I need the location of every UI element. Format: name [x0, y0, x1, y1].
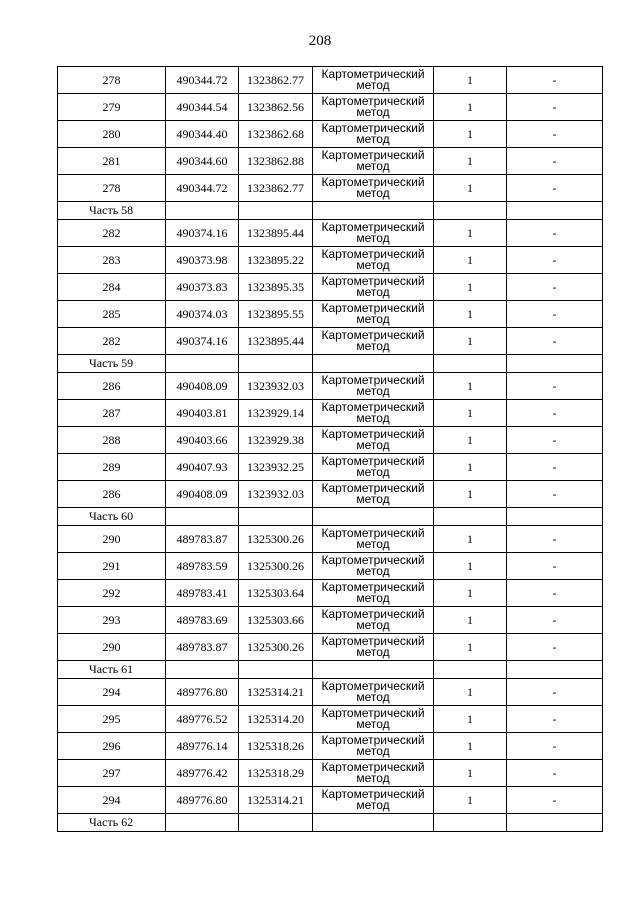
empty-cell [166, 202, 239, 220]
y-coordinate-cell: 1325300.26 [239, 553, 313, 580]
accuracy-cell: 1 [434, 787, 507, 814]
y-coordinate-cell: 1325303.64 [239, 580, 313, 607]
table-row [58, 787, 603, 814]
method-line-1: Картометрический [321, 480, 425, 495]
method-line-1: Картометрический [321, 399, 425, 414]
accuracy-cell: 1 [434, 67, 507, 94]
note-cell: - [507, 481, 603, 508]
note-cell: - [507, 526, 603, 553]
part-label: Часть 60 [58, 508, 166, 526]
part-header-row [58, 202, 603, 220]
x-coordinate-cell: 490407.93 [166, 454, 239, 481]
y-coordinate-cell: 1325303.66 [239, 607, 313, 634]
method-cell [313, 247, 434, 274]
method-line-1: Картометрический [321, 147, 425, 162]
accuracy-cell: 1 [434, 706, 507, 733]
table-row [58, 121, 603, 148]
point-number-cell: 278 [58, 175, 166, 202]
method-line-2: метод [356, 159, 390, 173]
x-coordinate-cell: 490374.03 [166, 301, 239, 328]
point-number-cell: 290 [58, 634, 166, 661]
empty-cell [434, 661, 507, 679]
x-coordinate-cell: 489783.87 [166, 634, 239, 661]
table-row [58, 67, 603, 94]
method-line-2: метод [356, 717, 390, 731]
table-row [58, 679, 603, 706]
point-number-cell: 296 [58, 733, 166, 760]
empty-cell [507, 355, 603, 373]
method-cell [313, 553, 434, 580]
note-cell: - [507, 121, 603, 148]
method-line-2: метод [356, 465, 390, 479]
empty-cell [313, 814, 434, 832]
x-coordinate-cell: 490374.16 [166, 220, 239, 247]
method-cell [313, 121, 434, 148]
method-line-2: метод [356, 618, 390, 632]
y-coordinate-cell: 1323932.03 [239, 373, 313, 400]
part-label: Часть 61 [58, 661, 166, 679]
empty-cell [313, 508, 434, 526]
y-coordinate-cell: 1323895.44 [239, 328, 313, 355]
point-number-cell: 287 [58, 400, 166, 427]
y-coordinate-cell: 1323862.77 [239, 175, 313, 202]
empty-cell [507, 814, 603, 832]
y-coordinate-cell: 1323862.68 [239, 121, 313, 148]
point-number-cell: 281 [58, 148, 166, 175]
accuracy-cell: 1 [434, 373, 507, 400]
method-line-2: метод [356, 78, 390, 92]
point-number-cell: 294 [58, 679, 166, 706]
y-coordinate-cell: 1325300.26 [239, 526, 313, 553]
x-coordinate-cell: 489783.69 [166, 607, 239, 634]
accuracy-cell: 1 [434, 760, 507, 787]
method-line-1: Картометрический [321, 525, 425, 540]
method-cell [313, 67, 434, 94]
y-coordinate-cell: 1323862.88 [239, 148, 313, 175]
x-coordinate-cell: 490344.40 [166, 121, 239, 148]
note-cell: - [507, 94, 603, 121]
y-coordinate-cell: 1325318.26 [239, 733, 313, 760]
empty-cell [434, 508, 507, 526]
part-header-row [58, 508, 603, 526]
method-line-2: метод [356, 690, 390, 704]
method-cell [313, 787, 434, 814]
method-line-2: метод [356, 537, 390, 551]
note-cell: - [507, 733, 603, 760]
y-coordinate-cell: 1325314.21 [239, 787, 313, 814]
part-header-row [58, 661, 603, 679]
point-number-cell: 297 [58, 760, 166, 787]
note-cell: - [507, 247, 603, 274]
y-coordinate-cell: 1325314.20 [239, 706, 313, 733]
method-cell [313, 427, 434, 454]
method-cell [313, 373, 434, 400]
note-cell: - [507, 580, 603, 607]
note-cell: - [507, 301, 603, 328]
point-number-cell: 286 [58, 481, 166, 508]
empty-cell [239, 508, 313, 526]
accuracy-cell: 1 [434, 247, 507, 274]
method-line-1: Картометрический [321, 273, 425, 288]
point-number-cell: 288 [58, 427, 166, 454]
empty-cell [313, 661, 434, 679]
y-coordinate-cell: 1323895.35 [239, 274, 313, 301]
method-cell [313, 679, 434, 706]
y-coordinate-cell: 1325300.26 [239, 634, 313, 661]
accuracy-cell: 1 [434, 454, 507, 481]
empty-cell [313, 202, 434, 220]
x-coordinate-cell: 489776.14 [166, 733, 239, 760]
method-line-2: метод [356, 492, 390, 506]
x-coordinate-cell: 490344.60 [166, 148, 239, 175]
x-coordinate-cell: 490344.54 [166, 94, 239, 121]
accuracy-cell: 1 [434, 553, 507, 580]
y-coordinate-cell: 1323932.03 [239, 481, 313, 508]
x-coordinate-cell: 489776.80 [166, 787, 239, 814]
y-coordinate-cell: 1323932.25 [239, 454, 313, 481]
table-row [58, 373, 603, 400]
accuracy-cell: 1 [434, 301, 507, 328]
method-line-1: Картометрический [321, 633, 425, 648]
accuracy-cell: 1 [434, 526, 507, 553]
note-cell: - [507, 400, 603, 427]
method-cell [313, 706, 434, 733]
point-number-cell: 286 [58, 373, 166, 400]
page-number: 208 [308, 33, 332, 49]
method-line-2: метод [356, 105, 390, 119]
point-number-cell: 285 [58, 301, 166, 328]
part-label: Часть 62 [58, 814, 166, 832]
y-coordinate-cell: 1323929.14 [239, 400, 313, 427]
method-line-2: метод [356, 186, 390, 200]
x-coordinate-cell: 489776.80 [166, 679, 239, 706]
x-coordinate-cell: 490408.09 [166, 373, 239, 400]
note-cell: - [507, 454, 603, 481]
x-coordinate-cell: 490408.09 [166, 481, 239, 508]
method-line-2: метод [356, 231, 390, 245]
method-cell [313, 328, 434, 355]
method-line-1: Картометрический [321, 705, 425, 720]
part-label: Часть 59 [58, 355, 166, 373]
method-cell [313, 274, 434, 301]
method-line-1: Картометрический [321, 120, 425, 135]
accuracy-cell: 1 [434, 121, 507, 148]
y-coordinate-cell: 1323895.44 [239, 220, 313, 247]
x-coordinate-cell: 489776.52 [166, 706, 239, 733]
note-cell: - [507, 679, 603, 706]
method-cell [313, 220, 434, 247]
part-header-row [58, 355, 603, 373]
table-row [58, 454, 603, 481]
note-cell: - [507, 706, 603, 733]
table-row [58, 760, 603, 787]
note-cell: - [507, 148, 603, 175]
empty-cell [434, 814, 507, 832]
empty-cell [166, 814, 239, 832]
x-coordinate-cell: 490344.72 [166, 67, 239, 94]
empty-cell [507, 661, 603, 679]
x-coordinate-cell: 489783.59 [166, 553, 239, 580]
method-cell [313, 400, 434, 427]
note-cell: - [507, 553, 603, 580]
table-row [58, 247, 603, 274]
note-cell: - [507, 274, 603, 301]
point-number-cell: 279 [58, 94, 166, 121]
x-coordinate-cell: 490403.81 [166, 400, 239, 427]
method-line-1: Картометрический [321, 606, 425, 621]
method-line-2: метод [356, 312, 390, 326]
method-line-2: метод [356, 744, 390, 758]
method-line-2: метод [356, 591, 390, 605]
point-number-cell: 294 [58, 787, 166, 814]
empty-cell [507, 202, 603, 220]
table-row [58, 274, 603, 301]
method-cell [313, 175, 434, 202]
note-cell: - [507, 787, 603, 814]
x-coordinate-cell: 490403.66 [166, 427, 239, 454]
table-row [58, 481, 603, 508]
point-number-cell: 290 [58, 526, 166, 553]
point-number-cell: 289 [58, 454, 166, 481]
method-line-1: Картометрический [321, 678, 425, 693]
table-row [58, 94, 603, 121]
y-coordinate-cell: 1323895.55 [239, 301, 313, 328]
accuracy-cell: 1 [434, 94, 507, 121]
accuracy-cell: 1 [434, 607, 507, 634]
accuracy-cell: 1 [434, 400, 507, 427]
point-number-cell: 284 [58, 274, 166, 301]
note-cell: - [507, 328, 603, 355]
method-line-2: метод [356, 132, 390, 146]
method-line-2: метод [356, 645, 390, 659]
x-coordinate-cell: 490374.16 [166, 328, 239, 355]
note-cell: - [507, 220, 603, 247]
method-cell [313, 94, 434, 121]
table-row [58, 634, 603, 661]
method-line-1: Картометрический [321, 93, 425, 108]
method-line-2: метод [356, 438, 390, 452]
note-cell: - [507, 427, 603, 454]
empty-cell [313, 355, 434, 373]
method-line-1: Картометрический [321, 300, 425, 315]
method-line-2: метод [356, 258, 390, 272]
table-row [58, 553, 603, 580]
x-coordinate-cell: 490344.72 [166, 175, 239, 202]
method-line-1: Картометрический [321, 372, 425, 387]
x-coordinate-cell: 489783.41 [166, 580, 239, 607]
note-cell: - [507, 760, 603, 787]
method-line-2: метод [356, 285, 390, 299]
method-line-1: Картометрический [321, 453, 425, 468]
accuracy-cell: 1 [434, 175, 507, 202]
method-line-1: Картометрический [321, 759, 425, 774]
method-line-2: метод [356, 771, 390, 785]
table-row [58, 706, 603, 733]
table-row [58, 580, 603, 607]
point-number-cell: 282 [58, 328, 166, 355]
method-line-1: Картометрический [321, 732, 425, 747]
empty-cell [166, 661, 239, 679]
method-line-1: Картометрический [321, 327, 425, 342]
y-coordinate-cell: 1325318.29 [239, 760, 313, 787]
note-cell: - [507, 634, 603, 661]
table-row [58, 220, 603, 247]
method-cell [313, 634, 434, 661]
y-coordinate-cell: 1323862.56 [239, 94, 313, 121]
note-cell: - [507, 373, 603, 400]
method-line-1: Картометрический [321, 219, 425, 234]
coordinates-table [57, 66, 603, 832]
accuracy-cell: 1 [434, 220, 507, 247]
method-line-1: Картометрический [321, 66, 425, 81]
accuracy-cell: 1 [434, 634, 507, 661]
accuracy-cell: 1 [434, 481, 507, 508]
x-coordinate-cell: 490373.83 [166, 274, 239, 301]
method-cell [313, 760, 434, 787]
method-line-2: метод [356, 384, 390, 398]
accuracy-cell: 1 [434, 274, 507, 301]
y-coordinate-cell: 1323929.38 [239, 427, 313, 454]
method-line-1: Картометрический [321, 579, 425, 594]
empty-cell [434, 202, 507, 220]
method-cell [313, 526, 434, 553]
method-cell [313, 580, 434, 607]
y-coordinate-cell: 1323895.22 [239, 247, 313, 274]
point-number-cell: 291 [58, 553, 166, 580]
empty-cell [239, 814, 313, 832]
empty-cell [239, 661, 313, 679]
method-cell [313, 454, 434, 481]
coordinates-table-body [58, 67, 603, 832]
x-coordinate-cell: 489776.42 [166, 760, 239, 787]
part-header-row [58, 814, 603, 832]
method-line-2: метод [356, 411, 390, 425]
x-coordinate-cell: 490373.98 [166, 247, 239, 274]
method-cell [313, 301, 434, 328]
table-row [58, 175, 603, 202]
point-number-cell: 295 [58, 706, 166, 733]
accuracy-cell: 1 [434, 733, 507, 760]
y-coordinate-cell: 1325314.21 [239, 679, 313, 706]
point-number-cell: 293 [58, 607, 166, 634]
empty-cell [434, 355, 507, 373]
empty-cell [239, 202, 313, 220]
point-number-cell: 278 [58, 67, 166, 94]
accuracy-cell: 1 [434, 427, 507, 454]
accuracy-cell: 1 [434, 679, 507, 706]
method-cell [313, 607, 434, 634]
table-row [58, 400, 603, 427]
empty-cell [166, 355, 239, 373]
accuracy-cell: 1 [434, 580, 507, 607]
part-label: Часть 58 [58, 202, 166, 220]
method-line-1: Картометрический [321, 174, 425, 189]
note-cell: - [507, 67, 603, 94]
y-coordinate-cell: 1323862.77 [239, 67, 313, 94]
point-number-cell: 292 [58, 580, 166, 607]
table-row [58, 301, 603, 328]
accuracy-cell: 1 [434, 328, 507, 355]
table-row [58, 526, 603, 553]
table-row [58, 607, 603, 634]
accuracy-cell: 1 [434, 148, 507, 175]
method-line-1: Картометрический [321, 786, 425, 801]
note-cell: - [507, 607, 603, 634]
empty-cell [166, 508, 239, 526]
table-row [58, 328, 603, 355]
method-line-2: метод [356, 798, 390, 812]
table-row [58, 148, 603, 175]
point-number-cell: 280 [58, 121, 166, 148]
point-number-cell: 283 [58, 247, 166, 274]
method-line-2: метод [356, 564, 390, 578]
point-number-cell: 282 [58, 220, 166, 247]
method-line-2: метод [356, 339, 390, 353]
method-cell [313, 148, 434, 175]
table-row [58, 733, 603, 760]
table-row [58, 427, 603, 454]
x-coordinate-cell: 489783.87 [166, 526, 239, 553]
method-line-1: Картометрический [321, 552, 425, 567]
empty-cell [507, 508, 603, 526]
method-line-1: Картометрический [321, 246, 425, 261]
method-line-1: Картометрический [321, 426, 425, 441]
method-cell [313, 481, 434, 508]
note-cell: - [507, 175, 603, 202]
method-cell [313, 733, 434, 760]
empty-cell [239, 355, 313, 373]
